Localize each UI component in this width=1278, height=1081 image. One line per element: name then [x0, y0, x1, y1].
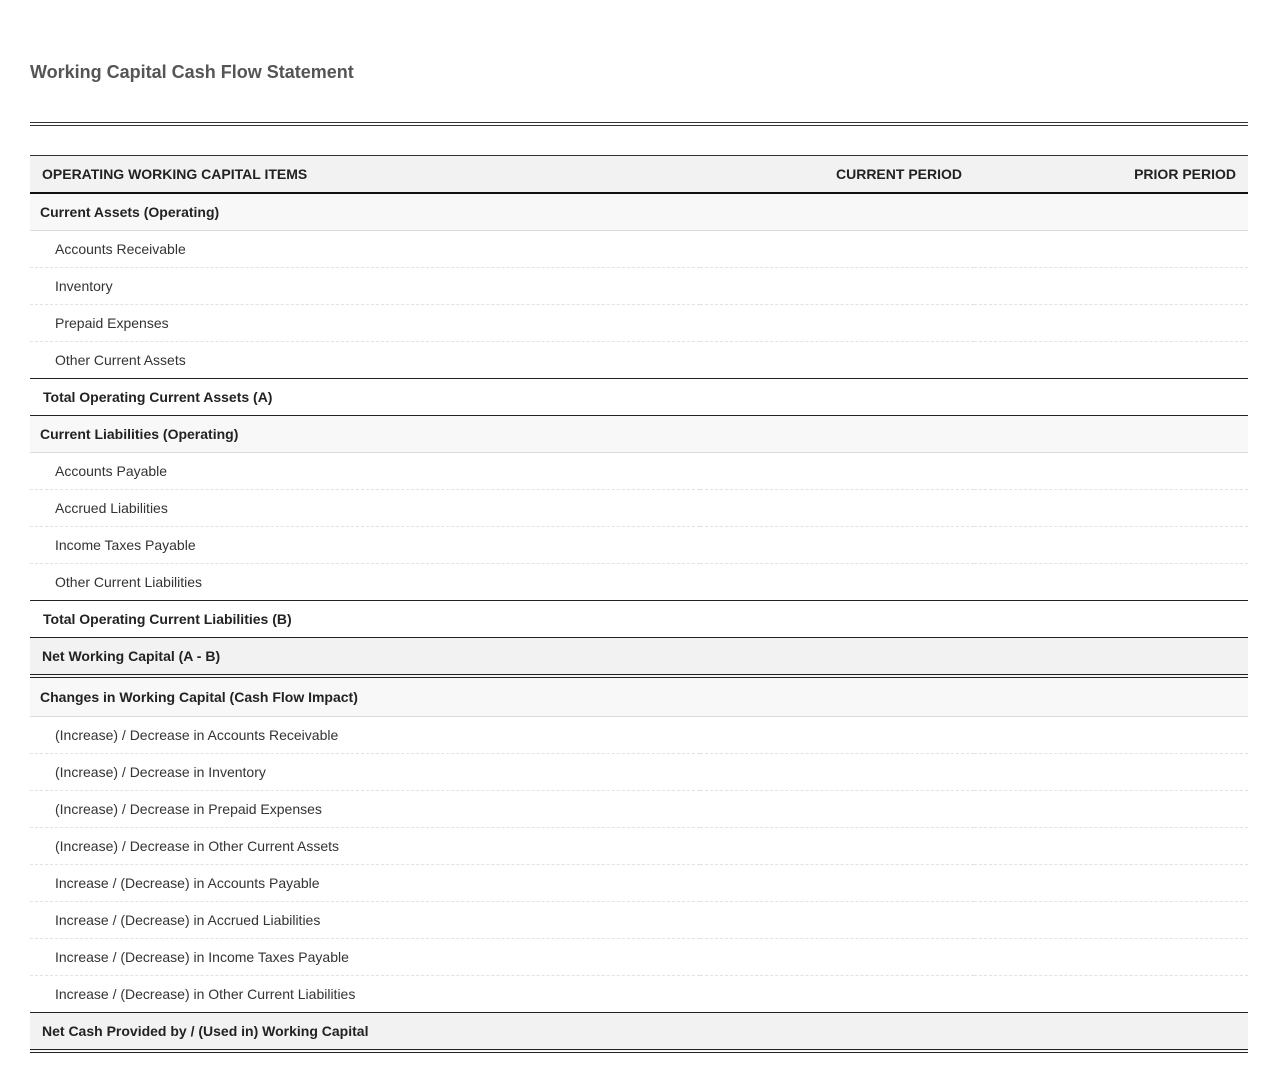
- row-label: Accounts Payable: [30, 453, 700, 490]
- row-label: (Increase) / Decrease in Inventory: [30, 754, 700, 791]
- current-value: [700, 638, 974, 677]
- current-value: [700, 791, 974, 828]
- row-label: (Increase) / Decrease in Prepaid Expenses: [30, 791, 700, 828]
- prior-value: [974, 268, 1248, 305]
- current-value: [700, 231, 974, 268]
- section-heading: Changes in Working Capital (Cash Flow Impact): [30, 676, 1248, 717]
- table-row: [30, 564, 1248, 601]
- row-label: Other Current Liabilities: [30, 564, 700, 601]
- table-row: [30, 754, 1248, 791]
- table-row: [30, 453, 1248, 490]
- section-heading: Current Assets (Operating): [30, 193, 1248, 231]
- prior-value: [974, 231, 1248, 268]
- table-row: [30, 342, 1248, 379]
- table-row: [30, 305, 1248, 342]
- net-working-capital-label: Net Working Capital (A - B): [30, 638, 700, 677]
- prior-value: [974, 601, 1248, 638]
- prior-value: [974, 754, 1248, 791]
- current-value: [700, 527, 974, 564]
- row-label: Other Current Assets: [30, 342, 700, 379]
- row-label: Increase / (Decrease) in Accrued Liabilities: [30, 902, 700, 939]
- net-cash-label: Net Cash Provided by / (Used in) Working Capital: [30, 1013, 700, 1052]
- prior-value: [974, 342, 1248, 379]
- row-label: Increase / (Decrease) in Other Current Liabilities: [30, 976, 700, 1013]
- section-row-current-liabilities: [30, 416, 1248, 453]
- row-label: Increase / (Decrease) in Income Taxes Payable: [30, 939, 700, 976]
- table-row: [30, 902, 1248, 939]
- prior-value: [974, 638, 1248, 677]
- table-row: [30, 939, 1248, 976]
- working-capital-table: [30, 155, 1248, 1053]
- current-value: [700, 342, 974, 379]
- total-row-current-liabilities: [30, 601, 1248, 638]
- table-row: [30, 268, 1248, 305]
- row-label: Income Taxes Payable: [30, 527, 700, 564]
- row-label: (Increase) / Decrease in Other Current Assets: [30, 828, 700, 865]
- prior-value: [974, 527, 1248, 564]
- prior-value: [974, 791, 1248, 828]
- total-label: Total Operating Current Assets (A): [30, 379, 700, 416]
- section-row-changes: [30, 676, 1248, 717]
- column-header-current-period: CURRENT PERIOD: [700, 156, 974, 194]
- row-label: Increase / (Decrease) in Accounts Payable: [30, 865, 700, 902]
- table-row: [30, 231, 1248, 268]
- column-header-items: OPERATING WORKING CAPITAL ITEMS: [30, 156, 700, 194]
- row-label: Accounts Receivable: [30, 231, 700, 268]
- prior-value: [974, 564, 1248, 601]
- total-label: Total Operating Current Liabilities (B): [30, 601, 700, 638]
- current-value: [700, 754, 974, 791]
- prior-value: [974, 305, 1248, 342]
- table-row: [30, 527, 1248, 564]
- page-title: Working Capital Cash Flow Statement: [30, 62, 354, 82]
- current-value: [700, 976, 974, 1013]
- prior-value: [974, 453, 1248, 490]
- row-label: (Increase) / Decrease in Accounts Receivable: [30, 717, 700, 754]
- current-value: [700, 453, 974, 490]
- current-value: [700, 490, 974, 527]
- prior-value: [974, 865, 1248, 902]
- current-value: [700, 902, 974, 939]
- title-divider: [30, 122, 1248, 126]
- prior-value: [974, 939, 1248, 976]
- net-working-capital-row: [30, 638, 1248, 677]
- prior-value: [974, 1013, 1248, 1052]
- section-heading: Current Liabilities (Operating): [30, 416, 1248, 453]
- prior-value: [974, 976, 1248, 1013]
- current-value: [700, 939, 974, 976]
- table-row: [30, 828, 1248, 865]
- table-row: [30, 976, 1248, 1013]
- current-value: [700, 379, 974, 416]
- prior-value: [974, 902, 1248, 939]
- row-label: Inventory: [30, 268, 700, 305]
- current-value: [700, 564, 974, 601]
- row-label: Prepaid Expenses: [30, 305, 700, 342]
- prior-value: [974, 379, 1248, 416]
- current-value: [700, 828, 974, 865]
- prior-value: [974, 490, 1248, 527]
- total-row-current-assets: [30, 379, 1248, 416]
- current-value: [700, 1013, 974, 1052]
- current-value: [700, 865, 974, 902]
- row-label: Accrued Liabilities: [30, 490, 700, 527]
- table-row: [30, 717, 1248, 754]
- prior-value: [974, 717, 1248, 754]
- current-value: [700, 717, 974, 754]
- table-row: [30, 791, 1248, 828]
- column-header-prior-period: PRIOR PERIOD: [974, 156, 1248, 194]
- net-cash-row: [30, 1013, 1248, 1052]
- current-value: [700, 268, 974, 305]
- section-row-current-assets: [30, 193, 1248, 231]
- table-header-row: [30, 156, 1248, 194]
- current-value: [700, 305, 974, 342]
- table-row: [30, 865, 1248, 902]
- current-value: [700, 601, 974, 638]
- table-row: [30, 490, 1248, 527]
- prior-value: [974, 828, 1248, 865]
